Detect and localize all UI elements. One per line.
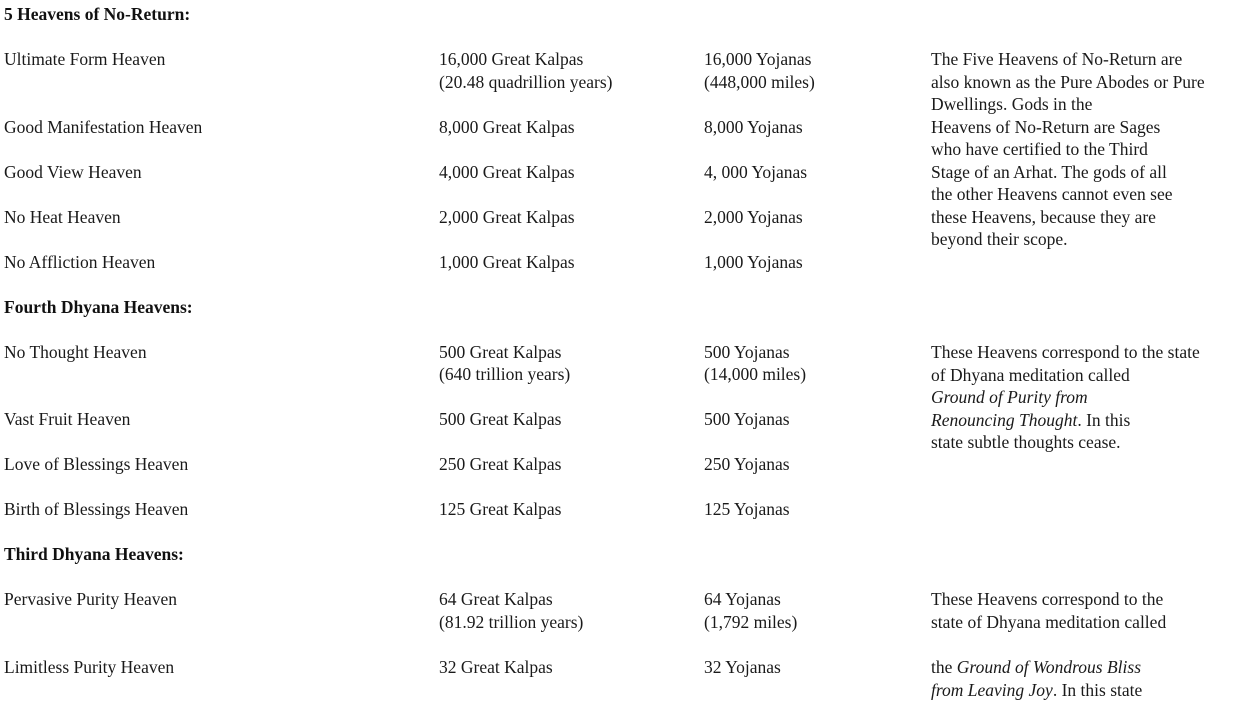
description-text: . In this state	[1052, 679, 1143, 700]
heaven-name: Birth of Blessings Heaven	[4, 499, 189, 519]
yojanas-value: 500 Yojanas	[704, 409, 790, 429]
kalpas-value: 250 Great Kalpas	[439, 454, 562, 474]
description-line: These Heavens correspond to the state	[931, 342, 1200, 362]
description-line: the other Heavens cannot even see	[931, 184, 1173, 204]
yojanas-value: 64 Yojanas	[704, 589, 781, 609]
section-description-third-dhyana	[931, 588, 1166, 633]
heaven-name: Love of Blessings Heaven	[4, 454, 189, 474]
kalpas-value: 16,000 Great Kalpas	[439, 49, 584, 69]
description-line: Dwellings. Gods in the	[931, 94, 1093, 114]
description-line: state subtle thoughts cease.	[931, 432, 1121, 452]
heaven-name: Good View Heaven	[4, 162, 142, 182]
kalpas-value: 8,000 Great Kalpas	[439, 117, 575, 137]
yojanas-value: 125 Yojanas	[704, 499, 790, 519]
description-text: the	[931, 657, 957, 677]
description-line: The Five Heavens of No-Return are	[931, 49, 1183, 69]
description-line: beyond their scope.	[931, 229, 1068, 249]
description-italic: Renouncing Thought	[931, 409, 1078, 430]
description-line: Heavens of No-Return are Sages	[931, 116, 1161, 137]
heaven-name: Limitless Purity Heaven	[4, 657, 175, 677]
description-line: of Dhyana meditation called	[931, 364, 1130, 385]
kalpas-note: (81.92 trillion years)	[439, 612, 584, 632]
yojanas-value: 1,000 Yojanas	[704, 252, 803, 272]
yojanas-value: 2,000 Yojanas	[704, 207, 803, 227]
kalpas-value: 125 Great Kalpas	[439, 499, 562, 519]
yojanas-note: (14,000 miles)	[704, 364, 807, 384]
yojanas-value: 250 Yojanas	[704, 454, 790, 474]
kalpas-value: 4,000 Great Kalpas	[439, 162, 575, 182]
yojanas-note: (1,792 miles)	[704, 612, 798, 632]
description-italic: from Leaving Joy	[931, 679, 1053, 700]
yojanas-value: 16,000 Yojanas	[704, 49, 812, 69]
kalpas-value: 500 Great Kalpas	[439, 409, 562, 429]
kalpas-note: (20.48 quadrillion years)	[439, 72, 613, 92]
heaven-name: No Affliction Heaven	[4, 252, 156, 272]
yojanas-value: 500 Yojanas	[704, 342, 790, 362]
heaven-name: No Heat Heaven	[4, 207, 121, 227]
yojanas-value: 32 Yojanas	[704, 657, 781, 677]
yojanas-value: 4, 000 Yojanas	[704, 162, 808, 182]
description-line: who have certified to the Third	[931, 139, 1148, 159]
description-text: . In this	[1077, 409, 1131, 430]
section-description-fourth-dhyana	[931, 341, 1200, 454]
description-line: also known as the Pure Abodes or Pure	[931, 71, 1205, 92]
kalpas-note: (640 trillion years)	[439, 364, 571, 384]
kalpas-value: 64 Great Kalpas	[439, 589, 553, 609]
description-line: state of Dhyana meditation called	[931, 611, 1167, 632]
heaven-name: No Thought Heaven	[4, 342, 147, 362]
section-description-no-return	[931, 48, 1205, 251]
kalpas-value: 2,000 Great Kalpas	[439, 207, 575, 227]
kalpas-value: 1,000 Great Kalpas	[439, 252, 575, 272]
description-line: Stage of an Arhat. The gods of all	[931, 161, 1167, 182]
description-line: These Heavens correspond to the	[931, 589, 1164, 609]
heaven-name: Ultimate Form Heaven	[4, 49, 166, 69]
yojanas-value: 8,000 Yojanas	[704, 117, 803, 137]
section-heading-fourth-dhyana: Fourth Dhyana Heavens:	[4, 297, 193, 317]
heaven-name: Vast Fruit Heaven	[4, 409, 131, 429]
section-heading-third-dhyana: Third Dhyana Heavens:	[4, 544, 184, 564]
heaven-name: Pervasive Purity Heaven	[4, 589, 178, 609]
section-description-third-dhyana-cont	[931, 656, 1142, 701]
yojanas-note: (448,000 miles)	[704, 72, 815, 92]
description-italic: Ground of Purity from	[931, 387, 1088, 407]
description-italic: Ground of Wondrous Bliss	[956, 657, 1142, 677]
kalpas-value: 500 Great Kalpas	[439, 342, 562, 362]
section-heading-no-return: 5 Heavens of No-Return:	[4, 4, 191, 24]
heaven-name: Good Manifestation Heaven	[4, 117, 203, 137]
description-line: these Heavens, because they are	[931, 206, 1156, 227]
kalpas-value: 32 Great Kalpas	[439, 657, 553, 677]
